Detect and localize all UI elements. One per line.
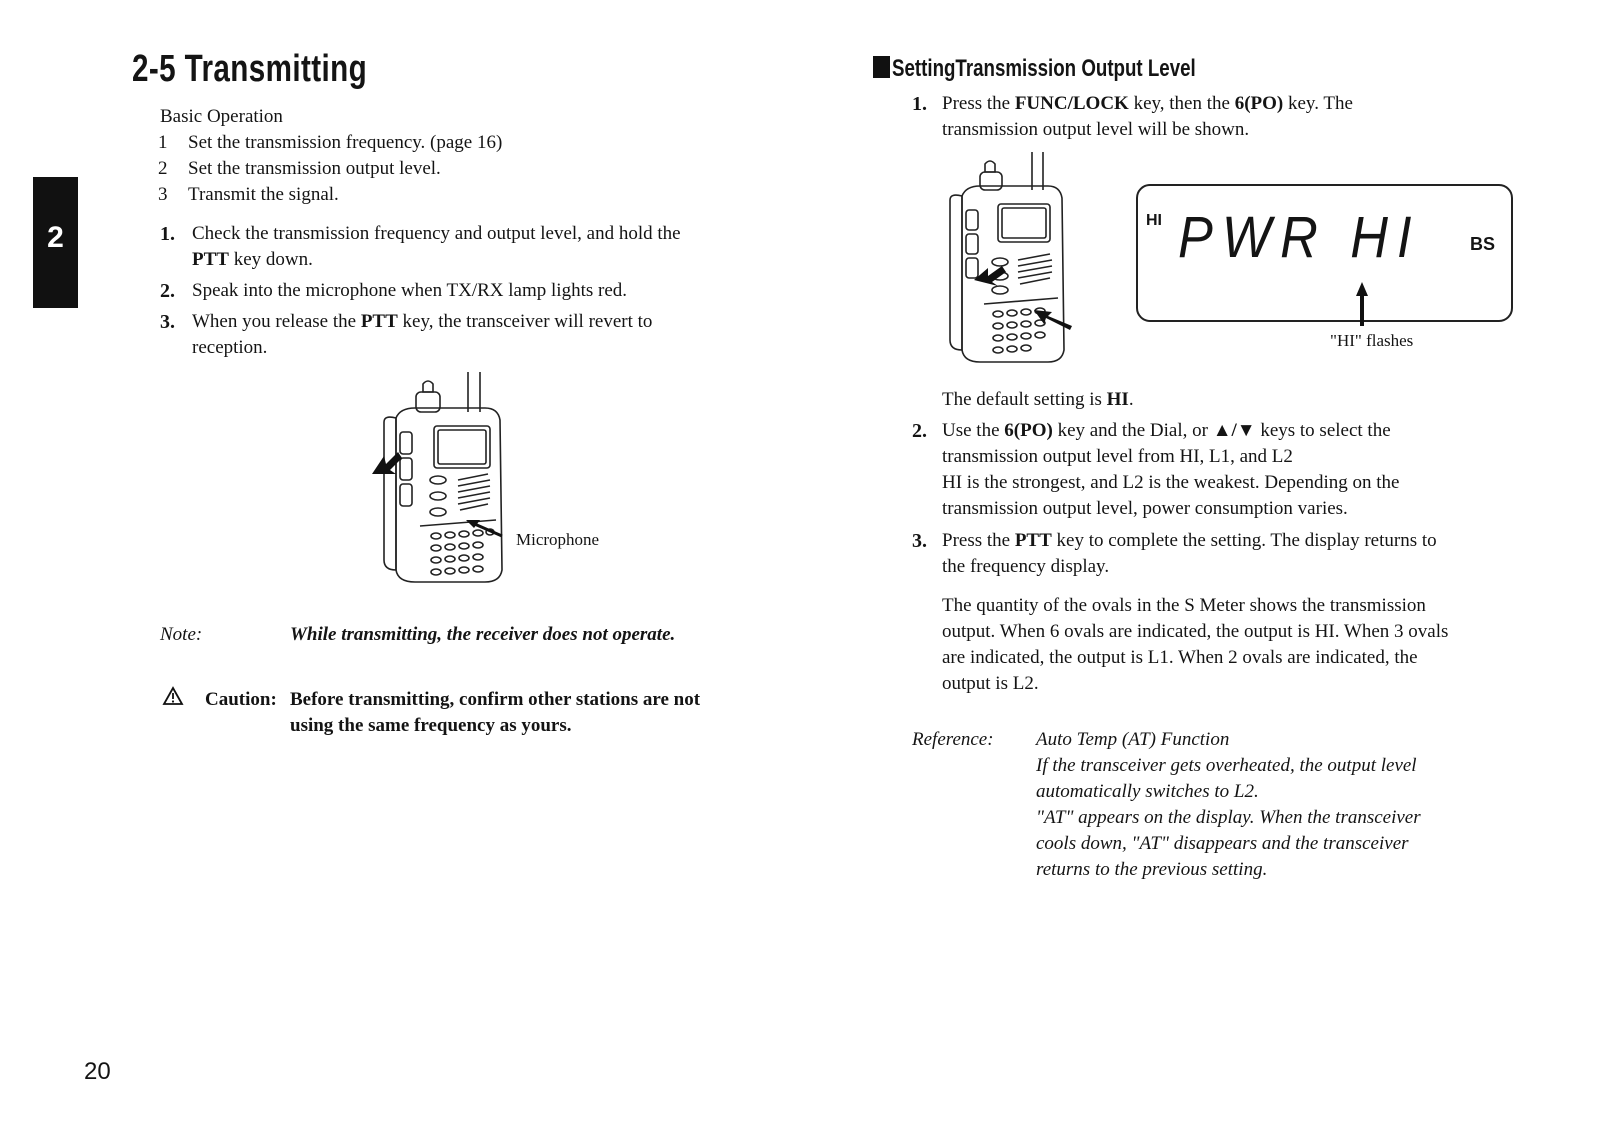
step-number: 3. xyxy=(160,311,175,333)
right-step-3 xyxy=(912,528,1572,580)
step-text: Use the 6(PO) key and the Dial, or ▲/▼ keys to select the xyxy=(942,420,1391,441)
step-text: When you release the PTT key, the transceiver will revert to xyxy=(192,311,653,332)
step-number: 1. xyxy=(160,223,175,245)
section-heading: SettingTransmission Output Level xyxy=(892,55,1196,82)
step-number: 2. xyxy=(912,420,927,442)
step-2 xyxy=(160,278,627,304)
chapter-tab-label: 2 xyxy=(47,221,64,254)
caution-label: Caution: xyxy=(205,689,277,710)
step-text: transmission output level from HI, L1, and L2 xyxy=(942,446,1293,467)
transceiver-illustration xyxy=(940,150,1080,375)
chapter-tab xyxy=(33,177,78,308)
step-text: reception. xyxy=(192,337,268,358)
section-marker xyxy=(873,56,890,78)
lcd-bs-label: BS xyxy=(1470,234,1496,254)
default-setting-text: The default setting is HI. xyxy=(942,389,1134,410)
step-text: transmission output level, power consumption varies. xyxy=(942,498,1348,519)
basic-step: 2 Set the transmission output level. xyxy=(158,158,441,179)
caution-icon xyxy=(162,686,184,706)
step-text: the frequency display. xyxy=(942,556,1110,577)
step-number: 1. xyxy=(912,93,927,115)
up-arrow-icon xyxy=(1352,280,1372,330)
page-title: 2-5 Transmitting xyxy=(132,48,368,90)
lcd-display xyxy=(1136,184,1513,322)
step-number: 2. xyxy=(160,280,175,302)
step-text: Press the FUNC/LOCK key, then the 6(PO) key. The xyxy=(942,93,1353,114)
basic-steps-list xyxy=(158,130,502,208)
step-text: transmission output level will be shown. xyxy=(942,119,1250,140)
right-step-1 xyxy=(912,91,1552,143)
note-text: While transmitting, the receiver does not operate. xyxy=(290,624,676,645)
transceiver-illustration xyxy=(370,370,530,605)
ovals-paragraph: The quantity of the ovals in the S Meter shows the transmission output. When 6 ovals are indicated, the output is HI. When 3 ovals are indicated, the output is L1. When 2 ovals are indicated, the output is L2. xyxy=(942,595,1449,694)
right-step-2 xyxy=(912,418,1572,522)
basic-operation-heading: Basic Operation xyxy=(160,106,283,127)
step-text: Check the transmission frequency and output level, and hold the xyxy=(192,223,681,244)
flash-caption: "HI" flashes xyxy=(1330,331,1414,350)
lcd-main-text: PWR HI xyxy=(1178,205,1421,270)
step-text: Press the PTT key to complete the setting. The display returns to xyxy=(942,530,1437,551)
step-1 xyxy=(160,221,780,273)
basic-step: 3 Transmit the signal. xyxy=(158,184,339,205)
caution-text: Before transmitting, confirm other stations are not using the same frequency as yours. xyxy=(290,689,701,736)
step-number: 3. xyxy=(912,530,927,552)
reference-label: Reference: xyxy=(912,729,994,750)
reference-text: Auto Temp (AT) Function If the transceiver gets overheated, the output level automatically switches to L2. "AT" appears on the display. When the transceiver cools down, "AT" disappears and the transceiver returns to the previous setting. xyxy=(1036,729,1421,880)
up-down-arrows-icon: ▲/▼ xyxy=(1212,420,1256,441)
step-text: PTT key down. xyxy=(192,249,313,270)
note-label: Note: xyxy=(160,624,203,645)
step-3 xyxy=(160,309,780,361)
step-text: Speak into the microphone when TX/RX lamp lights red. xyxy=(192,280,627,301)
basic-step: 1 Set the transmission frequency. (page 16) xyxy=(158,132,503,153)
page-number: 20 xyxy=(84,1058,111,1085)
microphone-label: Microphone xyxy=(516,530,600,549)
step-text: HI is the strongest, and L2 is the weakest. Depending on the xyxy=(942,472,1400,493)
lcd-small-label: HI xyxy=(1146,212,1162,229)
